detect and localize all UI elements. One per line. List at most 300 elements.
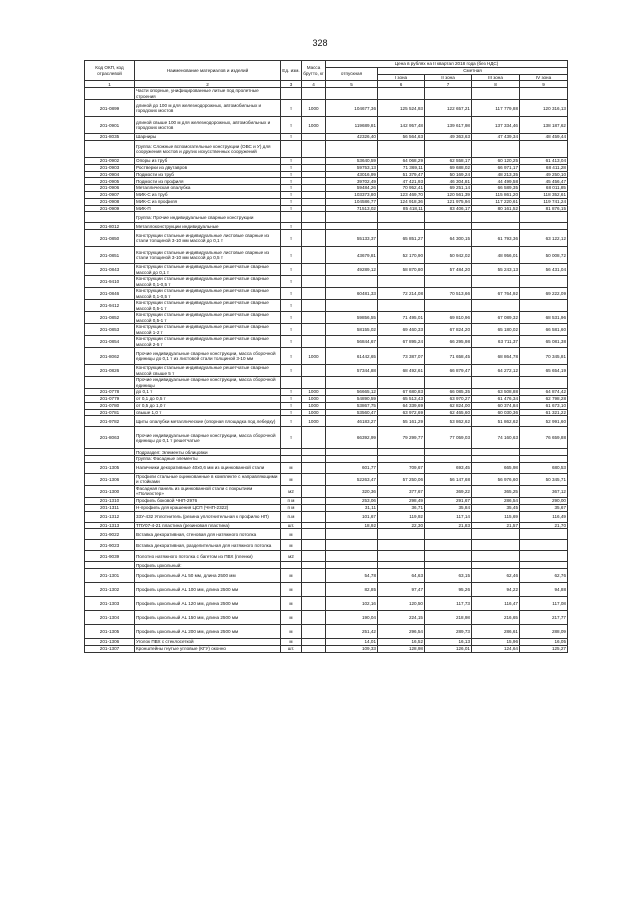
- table-body: [85, 88, 568, 653]
- row-price-zone-3: 137 334,46: [472, 117, 520, 134]
- row-price-zone-2: 126,01: [425, 645, 472, 652]
- row-unit: т: [281, 300, 302, 312]
- row-price-zone-2: 693,45: [425, 462, 472, 473]
- row-code: 201-0907: [85, 191, 135, 198]
- row-price-zone-3: 61 793,36: [472, 230, 520, 247]
- table-row: [85, 348, 568, 365]
- row-price-zone-4: 45 456,47: [520, 178, 568, 185]
- row-price-zone-4: 680,53: [520, 462, 568, 473]
- col-num: 9: [520, 81, 568, 88]
- row-name: Наличники декоративные 40х0,6 мм из оцинкованной стали: [135, 462, 281, 473]
- row-name: Группа: Сложные вспомогательные конструкции (ОВС и У) для сооружения мостов и других искусственных сооружений: [135, 140, 281, 157]
- row-price-zone-1: [378, 212, 425, 223]
- row-code: 201-9039: [85, 551, 135, 562]
- row-price-zone-4: 16,05: [520, 639, 568, 646]
- row-price-zone-2: 121 975,94: [425, 198, 472, 205]
- row-price-otpusk: 102,16: [326, 597, 378, 611]
- row-unit: т: [281, 365, 302, 377]
- table-row: [85, 645, 568, 652]
- table-row: [85, 389, 568, 396]
- row-mass: [302, 473, 326, 485]
- row-price-zone-4: 70 345,81: [520, 348, 568, 365]
- row-price-zone-2: [425, 88, 472, 100]
- row-price-zone-4: 119 741,24: [520, 198, 568, 205]
- row-name: Конструкции стальные индивидуальные решетчатые сварные массой 0,1-0,5 т: [135, 288, 281, 300]
- page-number: 328: [312, 38, 328, 48]
- row-price-zone-1: [378, 540, 425, 551]
- row-name: Конструкции стальные индивидуальные решетчатые сварные массой 0,5-1 т: [135, 312, 281, 324]
- row-price-zone-3: [472, 551, 520, 562]
- row-price-zone-1: 120,50: [378, 597, 425, 611]
- row-name: Конструкции стальные индивидуальные листовые сварные из стали толщиной 3-10 мм массой до 0,5 т: [135, 247, 281, 264]
- col-num: 2: [135, 81, 281, 88]
- row-unit: т: [281, 117, 302, 134]
- row-price-zone-1: [378, 223, 425, 230]
- row-mass: 1000: [302, 402, 326, 409]
- row-price-zone-1: 64 339,69: [378, 402, 425, 409]
- row-unit: т: [281, 324, 302, 336]
- row-unit: т: [281, 164, 302, 171]
- row-price-zone-1: 377,67: [378, 485, 425, 497]
- row-price-zone-1: 72 214,08: [378, 288, 425, 300]
- row-price-zone-3: 56 976,60: [472, 473, 520, 485]
- row-price-zone-4: 66 581,60: [520, 324, 568, 336]
- row-code: 201-0850: [85, 230, 135, 247]
- table-row: [85, 178, 568, 185]
- row-name: Шарниры: [135, 134, 281, 141]
- row-unit: м: [281, 611, 302, 625]
- row-price-zone-3: 117 779,88: [472, 100, 520, 117]
- row-name: Конструкции стальные индивидуальные решетчатые сварные массой до 0,1 т: [135, 264, 281, 276]
- row-code: [85, 456, 135, 463]
- row-price-zone-2: 62 824,00: [425, 402, 472, 409]
- row-price-zone-3: 55 243,13: [472, 264, 520, 276]
- row-price-zone-3: 65 180,02: [472, 324, 520, 336]
- row-name: Профиль цокольный AL 120 мм, длина 2500 мм: [135, 597, 281, 611]
- row-price-zone-4: 50 008,72: [520, 247, 568, 264]
- row-name: Подраздел: Элементы облицовки: [135, 449, 281, 456]
- row-price-zone-3: 286,54: [472, 497, 520, 504]
- row-name: до 0,1 т: [135, 389, 281, 396]
- row-unit: м: [281, 639, 302, 646]
- row-name: от 0,5 до 1,0 т: [135, 402, 281, 409]
- row-name: Конструкции стальные индивидуальные решетчатые сварные массой 0,1-0,5 т: [135, 276, 281, 288]
- row-code: 201-0779: [85, 395, 135, 402]
- row-unit: т: [281, 264, 302, 276]
- row-price-zone-3: 21,57: [472, 522, 520, 529]
- row-price-zone-2: 122 657,21: [425, 100, 472, 117]
- table-row: [85, 395, 568, 402]
- row-price-zone-1: 56 564,63: [378, 134, 425, 141]
- row-price-zone-4: 61 413,04: [520, 157, 568, 164]
- row-code: 201-9023: [85, 540, 135, 551]
- table-row: [85, 324, 568, 336]
- row-price-otpusk: 82,85: [326, 583, 378, 597]
- row-code: 201-1311: [85, 504, 135, 511]
- row-price-zone-4: 64 874,42: [520, 389, 568, 396]
- row-mass: [302, 178, 326, 185]
- table-row: [85, 276, 568, 288]
- row-price-zone-2: 369,22: [425, 485, 472, 497]
- row-price-otpusk: 601,77: [326, 462, 378, 473]
- row-price-zone-1: 79 299,77: [378, 427, 425, 449]
- row-price-zone-2: [425, 223, 472, 230]
- row-price-zone-1: 298,49: [378, 497, 425, 504]
- table-row: [85, 416, 568, 427]
- row-price-zone-1: 128,98: [378, 645, 425, 652]
- row-price-zone-4: 68 011,85: [520, 185, 568, 192]
- row-code: 201-0902: [85, 157, 135, 164]
- table-row: [85, 427, 568, 449]
- row-unit: т: [281, 395, 302, 402]
- row-name: свыше 1,0 т: [135, 409, 281, 416]
- row-price-zone-1: 709,67: [378, 462, 425, 473]
- row-price-zone-3: 124,64: [472, 645, 520, 652]
- row-price-otpusk: 59484,26: [326, 185, 378, 192]
- row-price-zone-4: [520, 223, 568, 230]
- row-code: [85, 212, 135, 223]
- row-unit: т: [281, 312, 302, 324]
- row-price-zone-4: 118 352,61: [520, 191, 568, 198]
- row-mass: [302, 611, 326, 625]
- row-price-zone-2: 64 300,15: [425, 230, 472, 247]
- row-code: [85, 88, 135, 100]
- row-price-otpusk: [326, 551, 378, 562]
- row-unit: т: [281, 402, 302, 409]
- row-price-zone-1: [378, 377, 425, 389]
- row-code: 201-0852: [85, 312, 135, 324]
- row-price-zone-3: [472, 449, 520, 456]
- row-price-otpusk: 55133,37: [326, 230, 378, 247]
- row-price-zone-1: [378, 456, 425, 463]
- table-row: [85, 473, 568, 485]
- row-code: 201-8012: [85, 223, 135, 230]
- table-row: [85, 230, 568, 247]
- row-price-otpusk: 251,42: [326, 625, 378, 639]
- row-price-zone-1: 123 469,70: [378, 191, 425, 198]
- row-price-zone-3: 63 711,37: [472, 336, 520, 348]
- row-name: от 0,1 до 0,5 т: [135, 395, 281, 402]
- row-mass: [302, 264, 326, 276]
- row-code: 201-0853: [85, 324, 135, 336]
- table-row: [85, 336, 568, 348]
- col-num: 5: [326, 81, 378, 88]
- row-price-zone-4: 288,09: [520, 625, 568, 639]
- row-name: Конструкции стальные индивидуальные решетчатые сварные массой свыше 5 т: [135, 365, 281, 377]
- row-price-zone-4: [520, 456, 568, 463]
- row-price-zone-3: [472, 540, 520, 551]
- row-price-zone-4: 50 345,71: [520, 473, 568, 485]
- row-price-otpusk: [326, 377, 378, 389]
- row-price-otpusk: 53867,75: [326, 402, 378, 409]
- row-name: Профиль цокольный AL 200 мм, длина 2500 мм: [135, 625, 281, 639]
- row-unit: т: [281, 223, 302, 230]
- row-unit: т: [281, 171, 302, 178]
- row-price-otpusk: 43016,99: [326, 171, 378, 178]
- row-price-zone-4: [520, 212, 568, 223]
- row-price-zone-3: [472, 300, 520, 312]
- row-price-otpusk: [326, 212, 378, 223]
- row-price-zone-2: 66 879,47: [425, 365, 472, 377]
- row-unit: п м: [281, 504, 302, 511]
- row-code: 201-9412: [85, 300, 135, 312]
- table-row: [85, 171, 568, 178]
- row-mass: [302, 312, 326, 324]
- table-row: [85, 191, 568, 198]
- row-code: 201-0908: [85, 198, 135, 205]
- table-row: [85, 140, 568, 157]
- row-price-zone-2: 49 363,63: [425, 134, 472, 141]
- row-code: [85, 449, 135, 456]
- row-price-zone-3: 66 589,35: [472, 185, 520, 192]
- row-price-zone-2: [425, 540, 472, 551]
- row-unit: шт.: [281, 645, 302, 652]
- column-number-row: [85, 81, 568, 88]
- table-row: [85, 409, 568, 416]
- row-name: Группа: Прочие индивидуальные сварные конструкции: [135, 212, 281, 223]
- row-price-zone-4: 35,67: [520, 504, 568, 511]
- row-price-zone-2: 50 942,02: [425, 247, 472, 264]
- row-price-zone-4: 76 659,88: [520, 427, 568, 449]
- row-code: 201-9022: [85, 529, 135, 540]
- row-unit: [281, 140, 302, 157]
- row-price-otpusk: [326, 562, 378, 569]
- row-price-zone-4: 52 991,60: [520, 416, 568, 427]
- row-price-otpusk: 320,36: [326, 485, 378, 497]
- row-price-zone-1: 119,92: [378, 511, 425, 522]
- row-price-otpusk: 39702,49: [326, 178, 378, 185]
- row-price-zone-1: 224,15: [378, 611, 425, 625]
- row-mass: [302, 140, 326, 157]
- row-price-otpusk: 53560,47: [326, 409, 378, 416]
- row-price-otpusk: 54,78: [326, 569, 378, 583]
- row-code: 201-0851: [85, 247, 135, 264]
- row-code: [85, 562, 135, 569]
- row-price-zone-1: 296,54: [378, 625, 425, 639]
- row-code: 201-0901: [85, 117, 135, 134]
- row-price-zone-1: 47 421,93: [378, 178, 425, 185]
- row-mass: [302, 164, 326, 171]
- row-mass: 1000: [302, 409, 326, 416]
- row-price-zone-1: [378, 529, 425, 540]
- row-price-zone-2: 56 147,68: [425, 473, 472, 485]
- row-price-zone-2: [425, 276, 472, 288]
- row-price-zone-1: 67 895,24: [378, 336, 425, 348]
- row-price-zone-2: [425, 449, 472, 456]
- row-code: 201-0905: [85, 178, 135, 185]
- row-code: 201-1304: [85, 611, 135, 625]
- row-mass: [302, 185, 326, 192]
- row-name: длиной свыше 100 м для железнодорожных, автомобильных и городских мостов: [135, 117, 281, 134]
- row-price-zone-3: 67 089,32: [472, 312, 520, 324]
- row-unit: т: [281, 409, 302, 416]
- row-name: Прочие индивидуальные сварные конструкции, масса сборочной единицы до 0,1 т из листовой стали толщиной 3-10 мм: [135, 348, 281, 365]
- row-price-otpusk: 59856,55: [326, 312, 378, 324]
- row-price-otpusk: 46183,27: [326, 416, 378, 427]
- row-name: длиной до 100 м для железнодорожных, автомобильных и городских мостов: [135, 100, 281, 117]
- row-price-otpusk: [326, 540, 378, 551]
- row-name: МИК-С из профиля: [135, 198, 281, 205]
- row-price-zone-2: 289,73: [425, 625, 472, 639]
- row-mass: [302, 569, 326, 583]
- row-price-zone-3: [472, 140, 520, 157]
- row-name: МИК-С из труб: [135, 191, 281, 198]
- row-price-zone-2: [425, 551, 472, 562]
- row-mass: [302, 377, 326, 389]
- table-row: [85, 264, 568, 276]
- row-price-otpusk: [326, 88, 378, 100]
- row-price-zone-2: 57 484,20: [425, 264, 472, 276]
- row-mass: [302, 205, 326, 212]
- row-price-otpusk: [326, 276, 378, 288]
- row-price-otpusk: 109,33: [326, 645, 378, 652]
- row-price-zone-4: [520, 562, 568, 569]
- table-row: [85, 88, 568, 100]
- row-mass: [302, 88, 326, 100]
- row-price-otpusk: [326, 529, 378, 540]
- row-price-otpusk: 61442,65: [326, 348, 378, 365]
- row-mass: [302, 522, 326, 529]
- row-price-zone-2: 35,84: [425, 504, 472, 511]
- row-price-zone-1: [378, 300, 425, 312]
- row-price-zone-2: 66 085,35: [425, 389, 472, 396]
- row-price-zone-4: 68 411,28: [520, 164, 568, 171]
- row-price-zone-3: 15,96: [472, 639, 520, 646]
- row-name: Металлоконструкции индивидуальные: [135, 223, 281, 230]
- row-price-zone-3: 60 374,84: [472, 402, 520, 409]
- row-unit: т: [281, 100, 302, 117]
- row-price-zone-4: [520, 540, 568, 551]
- row-mass: [302, 336, 326, 348]
- row-price-zone-2: 70 513,66: [425, 288, 472, 300]
- header-price-title: Цена в рублях на II квартал 2018 года (без НДС): [326, 61, 568, 68]
- price-table: [84, 60, 568, 653]
- header-mass: Масса брутто, кг: [302, 61, 326, 81]
- table-row: [85, 377, 568, 389]
- row-price-zone-3: 44 499,58: [472, 178, 520, 185]
- row-unit: [281, 377, 302, 389]
- row-name: Н-профиль для крашения ЦСП (ЧНП-2322): [135, 504, 281, 511]
- row-mass: [302, 324, 326, 336]
- row-mass: 1000: [302, 100, 326, 117]
- row-price-otpusk: 14,01: [326, 639, 378, 646]
- row-price-zone-4: [520, 140, 568, 157]
- row-price-otpusk: 43679,81: [326, 247, 378, 264]
- row-price-zone-3: 64 272,12: [472, 365, 520, 377]
- table-row: [85, 522, 568, 529]
- row-price-otpusk: 52263,47: [326, 473, 378, 485]
- row-price-zone-1: 58 870,80: [378, 264, 425, 276]
- row-unit: т: [281, 178, 302, 185]
- row-name: Профиль цокольный AL 100 мм, длина 2500 мм: [135, 583, 281, 597]
- row-code: 201-8035: [85, 134, 135, 141]
- row-price-otpusk: 190,04: [326, 611, 378, 625]
- table-row: [85, 485, 568, 497]
- table-row: [85, 402, 568, 409]
- row-code: 201-8062: [85, 348, 135, 365]
- row-price-zone-1: 69 460,33: [378, 324, 425, 336]
- row-price-zone-1: 64,63: [378, 569, 425, 583]
- row-price-zone-4: 94,88: [520, 583, 568, 597]
- row-unit: п м: [281, 497, 302, 504]
- row-price-zone-1: [378, 140, 425, 157]
- row-price-zone-4: 81 876,15: [520, 205, 568, 212]
- row-unit: т: [281, 416, 302, 427]
- row-unit: т: [281, 389, 302, 396]
- row-price-zone-3: 60 030,36: [472, 409, 520, 416]
- header-zone-4: IV зона: [520, 74, 568, 81]
- table-header: [85, 61, 568, 88]
- row-name: МИК-П: [135, 205, 281, 212]
- table-row: [85, 205, 568, 212]
- row-price-zone-1: 63 972,69: [378, 409, 425, 416]
- header-name: Наименование материалов и изделий: [135, 61, 281, 81]
- row-price-zone-4: 138 187,62: [520, 117, 568, 134]
- row-unit: м: [281, 462, 302, 473]
- row-price-zone-1: 65 851,27: [378, 230, 425, 247]
- row-price-zone-1: 55 161,29: [378, 416, 425, 427]
- row-price-zone-3: [472, 88, 520, 100]
- row-price-zone-2: 63 970,27: [425, 395, 472, 402]
- row-price-otpusk: 103373,80: [326, 191, 378, 198]
- row-price-zone-3: [472, 223, 520, 230]
- row-mass: 1000: [302, 348, 326, 365]
- row-mass: [302, 171, 326, 178]
- row-price-zone-2: [425, 140, 472, 157]
- row-price-zone-2: 71 658,45: [425, 348, 472, 365]
- row-price-zone-3: 35,45: [472, 504, 520, 511]
- row-price-otpusk: 60481,33: [326, 288, 378, 300]
- row-code: 201-0843: [85, 264, 135, 276]
- row-mass: 1000: [302, 395, 326, 402]
- row-code: 201-0846: [85, 288, 135, 300]
- row-code: 201-1300: [85, 485, 135, 497]
- row-price-zone-3: 115,69: [472, 511, 520, 522]
- row-unit: [281, 456, 302, 463]
- row-price-otpusk: 104677,36: [326, 100, 378, 117]
- row-price-zone-4: 61 321,22: [520, 409, 568, 416]
- row-price-otpusk: 71513,02: [326, 205, 378, 212]
- row-name: Профиль цокольный AL 50 мм, длина 2500 мм: [135, 569, 281, 583]
- row-price-zone-2: 21,83: [425, 522, 472, 529]
- row-price-zone-2: [425, 456, 472, 463]
- row-code: 201-1313: [85, 522, 135, 529]
- row-price-otpusk: 59753,13: [326, 164, 378, 171]
- row-price-otpusk: [326, 300, 378, 312]
- row-unit: т: [281, 336, 302, 348]
- row-unit: т: [281, 230, 302, 247]
- table-row: [85, 247, 568, 264]
- row-name: Прочие индивидуальные сварные конструкции, масса сборочной единицы: [135, 377, 281, 389]
- row-price-zone-3: [472, 276, 520, 288]
- row-name: Профили стальные оцинкованные в комплекте с направляющими и стойками: [135, 473, 281, 485]
- row-price-otpusk: 56844,67: [326, 336, 378, 348]
- row-unit: т: [281, 157, 302, 164]
- table-row: [85, 134, 568, 141]
- row-price-zone-3: 115 861,20: [472, 191, 520, 198]
- row-price-zone-1: 71 495,01: [378, 312, 425, 324]
- row-price-zone-1: [378, 562, 425, 569]
- row-code: 201-1310: [85, 497, 135, 504]
- row-mass: [302, 497, 326, 504]
- row-code: 201-1305: [85, 625, 135, 639]
- row-unit: м: [281, 597, 302, 611]
- row-unit: т: [281, 288, 302, 300]
- row-mass: [302, 639, 326, 646]
- row-mass: [302, 276, 326, 288]
- header-zone-3: III зона: [472, 74, 520, 81]
- row-name: Фасадная панель из оцинкованной стали с покрытием «Полиэстер»: [135, 485, 281, 497]
